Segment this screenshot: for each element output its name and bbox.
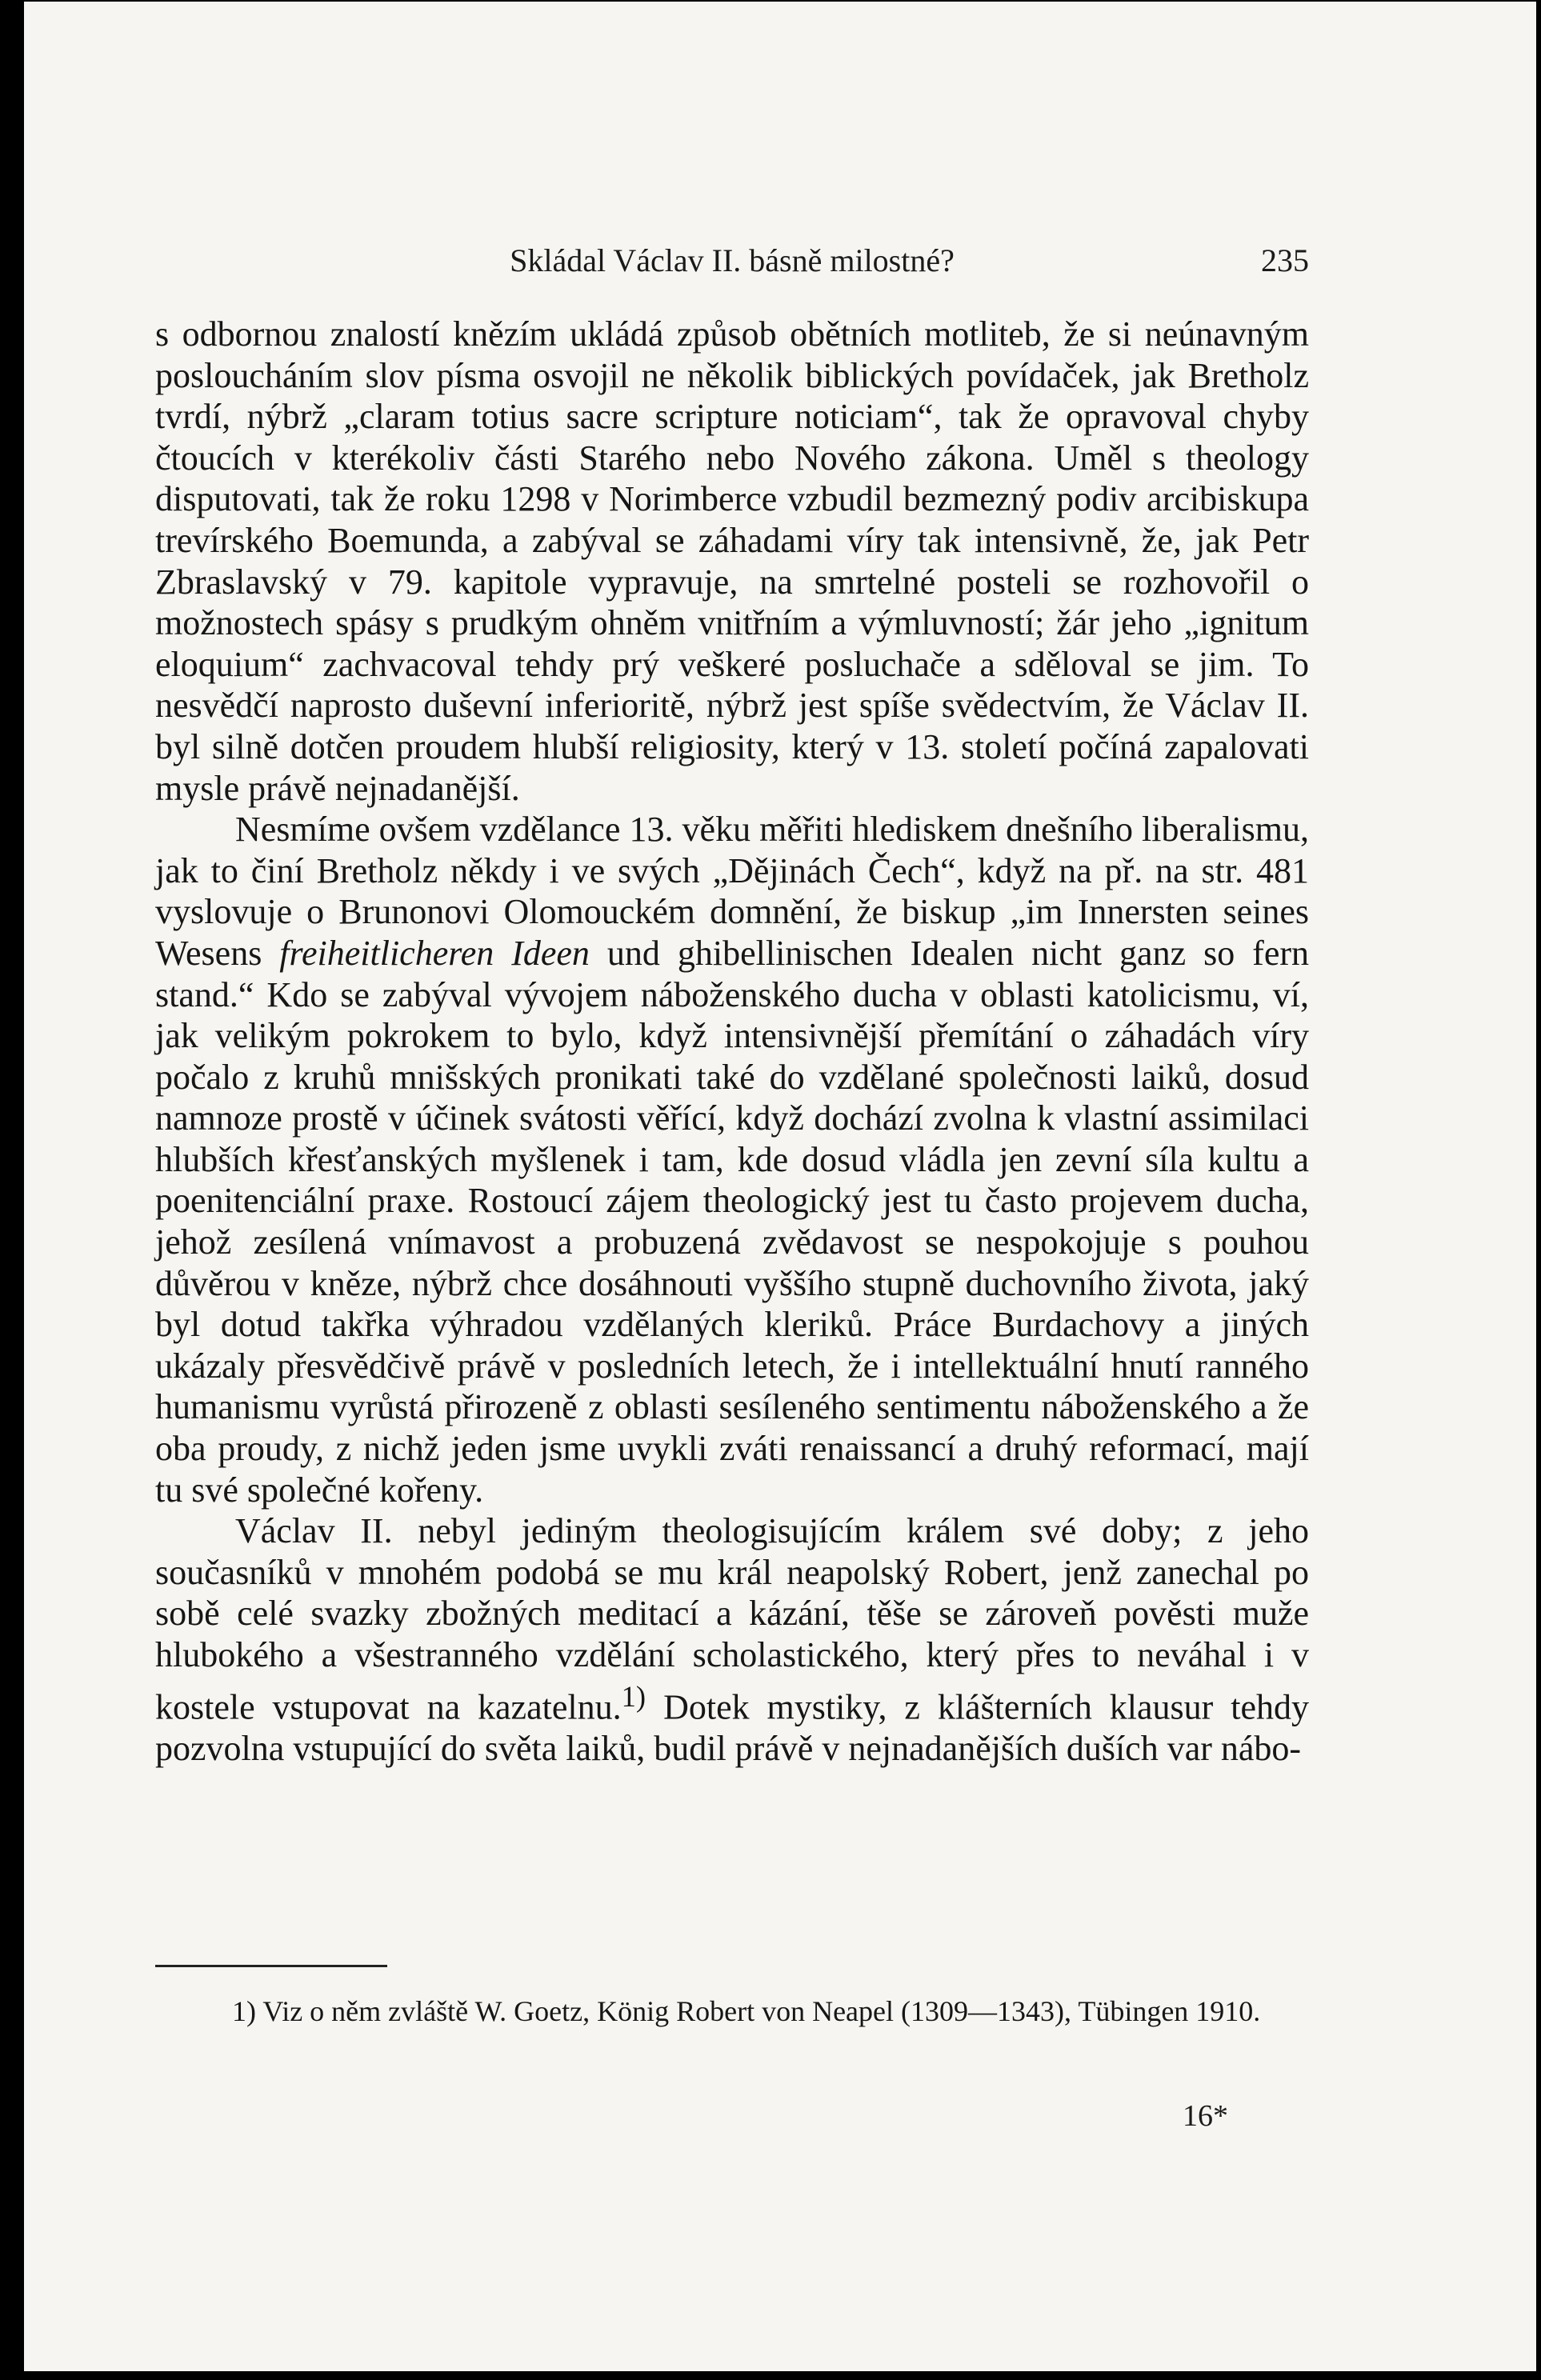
italic-german-phrase: freiheitlicheren Ideen bbox=[279, 933, 590, 973]
paragraph-3-text: Václav II. nebyl jediným theologisujícím králem své doby; z jeho současníků v mnohém podobá se mu král neapolský Robert, jenž zanechal po sobě celé svazky zbožných meditací a kázání, těše se zároveň pověsti muže hlubokého a všestranného vzdělání scholastického, který přes to neváhal i v kostele vstupovat na kazatelnu. bbox=[155, 1511, 1309, 1727]
footnote-reference: 1) bbox=[621, 1679, 646, 1713]
paragraph-2-text: Nesmíme ovšem vzdělance 13. věku měřiti hlediskem dnešního liberalismu, jak to činí Bretholz někdy i ve svých „Dějinách Čech“, když na př. na str. 481 vyslovuje o Brunonovi Olomouckém domnění, že biskup „im Innersten seines Wesens freiheitlicheren Ideen und ghibellinischen Idealen nicht ganz so fern stand.“ Kdo se zabýval vývojem náboženského ducha v oblasti katolicismu, ví, jak velikým pokrokem to bylo, když intensivnější přemítání o záhadách víry počalo z kruhů mnišských pronikati také do vzdělané společnosti laiků, dosud namnoze prostě v účinek svátosti věřící, když dochází zvolna k vlastní assimilaci hlubších křesťanských myšlenek i tam, kde dosud vládla jen zevní síla kultu a poenitenciální praxe. Rostoucí zájem theologický jest tu často projevem ducha, jehož zesílená vnímavost a probuzená zvědavost se nespokojuje s pouhou důvěrou v kněze, nýbrž chce dosáhnouti vyššího stupně duchovního života, jaký byl dotud takřka výhradou vzdělaných kleriků. Práce Burdachovy a jiných ukázaly přesvědčivě právě v posledních letech, že i intellektuální hnutí ranného humanismu vyrůstá přirozeně z oblasti sesíleného sentimentu náboženského a že oba proudy, z nichž jeden jsme uvykli zváti renaissancí a druhý reformací, mají tu své společné kořeny. bbox=[155, 810, 1309, 1510]
paragraph-2 bbox=[155, 809, 1309, 1510]
footnote-text: Viz o něm zvláště W. Goetz, König Robert von Neapel (1309—1343), Tübingen 1910. bbox=[262, 1995, 1261, 2027]
body-text bbox=[155, 314, 1309, 1769]
running-head bbox=[155, 242, 1309, 283]
footnote bbox=[155, 1994, 1309, 2029]
signature-mark: 16* bbox=[1183, 2099, 1228, 2133]
paragraph-3 bbox=[155, 1510, 1309, 1769]
page-number: 235 bbox=[1261, 242, 1309, 278]
paragraph-3-continuation: Dotek mystiky, z klášterních klausur tehdy pozvolna vstupující do světa laiků, budil právě v nejnadanějších duších var nábo- bbox=[155, 1687, 1309, 1768]
paragraph-1: s odbornou znalostí knězím ukládá způsob obětních motliteb, že si neúnavným posloucháním slov písma osvojil ne několik biblických povídaček, jak Bretholz tvrdí, nýbrž „claram totius sacre scripture noticiam“, tak že opravoval chyby čtoucích v kterékoliv části Starého nebo Nového zákona. Uměl s theology disputovati, tak že roku 1298 v Norimberce vzbudil bezmezný podiv arcibiskupa trevírského Boemunda, a zabýval se záhadami víry tak intensivně, že, jak Petr Zbraslavský v 79. kapitole vypravuje, na smrtelné posteli se rozhovořil o možnostech spásy s prudkým ohněm vnitřním a výmluvností; žár jeho „ignitum eloquium“ zachvacoval tehdy prý veškeré posluchače a sděloval se jim. To nesvědčí naprosto duševní inferioritě, nýbrž jest spíše svědectvím, že Václav II. byl silně dotčen proudem hlubší religiosity, který v 13. století počíná zapalovati mysle právě nejnadanější. bbox=[155, 314, 1309, 808]
footnote-rule bbox=[155, 1965, 387, 1967]
footnote-marker: 1) bbox=[232, 1995, 256, 2027]
running-title: Skládal Václav II. básně milostné? bbox=[510, 242, 955, 278]
